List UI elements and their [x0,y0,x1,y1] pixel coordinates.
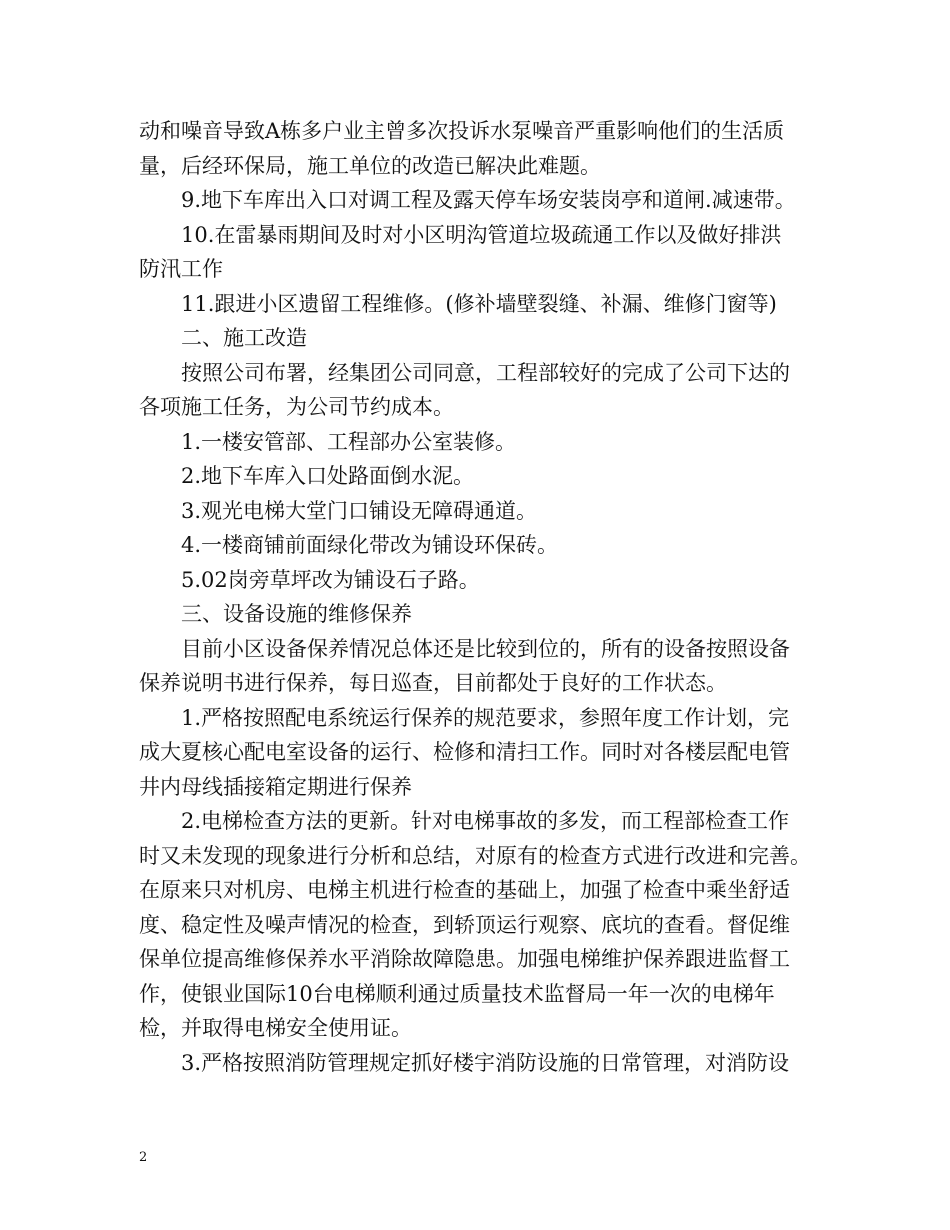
text-line: 1.一楼安管部、工程部办公室装修。 [181,429,517,454]
text-line: 三、设备设施的维修保养 [181,602,412,626]
text-line: 在原来只对机房、电梯主机进行检查的基础上，加强了检查中乘坐舒适 [139,878,790,902]
text-line: 各项施工任务，为公司节约成本。 [139,395,454,419]
document-body [139,114,819,1080]
text-line: 动和噪音导致A栋多户业主曾多次投诉水泵噪音严重影响他们的生活质 [139,119,785,143]
text-line: 9.地下车库出入口对调工程及露天停车场安装岗亭和道闸.减速带。 [181,188,796,212]
text-line: 成大夏核心配电室设备的运行、检修和清扫工作。同时对各楼层配电管 [139,740,790,764]
text-line: 4.一楼商铺前面绿化带改为铺设环保砖。 [181,533,559,557]
text-line: 二、施工改造 [181,326,307,350]
text-line: 防汛工作 [139,257,223,281]
text-line: 3.观光电梯大堂门口铺设无障碍通道。 [181,498,538,523]
text-line: 度、稳定性及噪声情况的检查，到轿顶运行观察、底坑的查看。督促维 [139,912,790,937]
text-line: 井内母线插接箱定期进行保养 [139,774,412,799]
text-line: 3.严格按照消防管理规定抓好楼宇消防设施的日常管理，对消防设 [181,1050,790,1075]
text-line: 时又未发现的现象进行分析和总结，对原有的检查方式进行改进和完善。 [139,843,811,868]
text-line: 1.严格按照配电系统运行保养的规范要求，参照年度工作计划，完 [181,705,790,730]
text-line: 2.电梯检查方法的更新。针对电梯事故的多发，而工程部检查工作 [181,809,790,833]
text-line: 作，使银业国际10台电梯顺利通过质量技术监督局一年一次的电梯年 [139,981,775,1006]
text-line: 按照公司布署，经集团公司同意，工程部较好的完成了公司下达的 [181,360,790,385]
page-number: 2 [139,1150,148,1165]
text-line: 检，并取得电梯安全使用证。 [139,1016,412,1040]
text-line: 保单位提高维修保养水平消除故障隐患。加强电梯维护保养跟进监督工 [139,947,790,971]
text-line: 11.跟进小区遗留工程维修。(修补墙壁裂缝、补漏、维修门窗等) [181,291,777,316]
text-line: 5.02岗旁草坪改为铺设石子路。 [181,567,480,592]
text-line: 保养说明书进行保养，每日巡查，目前都处于良好的工作状态。 [139,671,727,695]
text-line: 目前小区设备保养情况总体还是比较到位的，所有的设备按照设备 [181,636,790,661]
text-line: 2.地下车库入口处路面倒水泥。 [181,464,475,488]
text-line: 量，后经环保局，施工单位的改造已解决此难题。 [139,153,601,178]
text-line: 10.在雷暴雨期间及时对小区明沟管道垃圾疏通工作以及做好排洪 [181,222,782,247]
